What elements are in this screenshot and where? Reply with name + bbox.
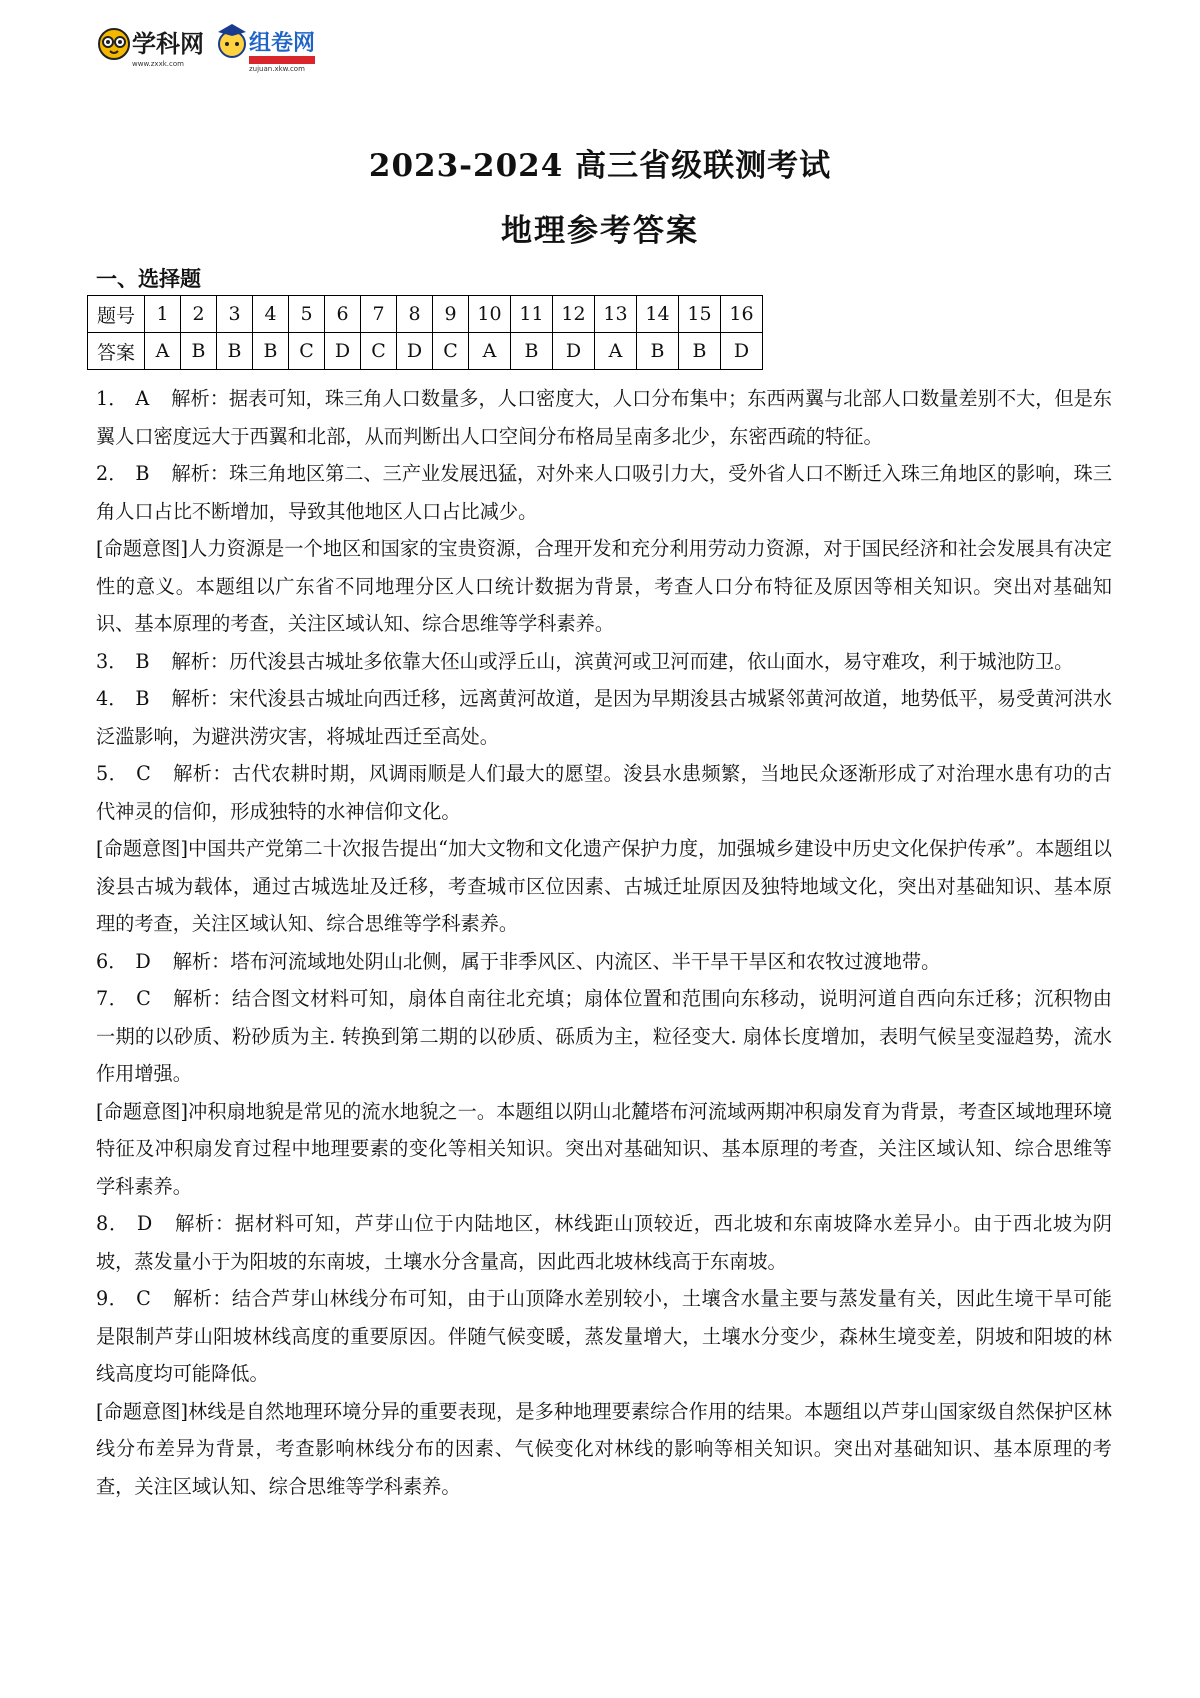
answer-row (88, 333, 763, 370)
explanations (96, 380, 1112, 1505)
zxxk-logo (96, 18, 348, 74)
explanation-paragraph (96, 455, 1112, 530)
question-number: 5． (96, 762, 129, 785)
answer-letter: C (136, 762, 151, 785)
explanation-paragraph (96, 680, 1112, 755)
table-cell: 16 (721, 296, 763, 333)
intent-paragraph (96, 1393, 1112, 1506)
answer-letter: C (136, 987, 151, 1010)
table-cell: A (145, 333, 181, 370)
table-cell: D (721, 333, 763, 370)
page-subtitle: 地理参考答案 (501, 213, 699, 249)
question-number: 2． (96, 462, 128, 485)
answer-letter: B (135, 462, 150, 485)
answer-letter: C (136, 1287, 151, 1310)
explanation-text: 解析：据材料可知，芦芽山位于内陆地区，林线距山顶较近，西北坡和东南坡降水差异小。由于西北坡为阴坡，蒸发量小于为阳坡的东南坡，土壤水分含量高，因此西北坡林线高于东南坡。 (96, 1212, 1112, 1273)
table-cell: 6 (325, 296, 361, 333)
row-label: 题号 (88, 296, 145, 333)
explanation-text: 解析：历代浚县古城址多依靠大伾山或浮丘山，滨黄河或卫河而建，依山面水，易守难攻，利于城池防卫。 (171, 649, 1074, 673)
table-cell: D (325, 333, 361, 370)
svg-text:学科网: 学科网 (132, 30, 204, 58)
table-cell: 14 (637, 296, 679, 333)
table-cell: 10 (469, 296, 511, 333)
explanation-paragraph (96, 980, 1112, 1093)
answer-letter: D (136, 1212, 153, 1235)
answer-letter: D (135, 949, 151, 973)
intent-text: [命题意图]冲积扇地貌是常见的流水地貌之一。本题组以阴山北麓塔布河流域两期冲积扇发育为背景，考查区域地理环境特征及冲积扇发育过程中地理要素的变化等相关知识。突出对基础知识、基本原理的考查，关注区域认知、综合思维等学科素养。 (96, 1099, 1112, 1198)
table-cell: C (289, 333, 325, 370)
table-cell: B (217, 333, 253, 370)
explanation-text: 解析：古代农耕时期，风调雨顺是人们最大的愿望。浚县水患频繁，当地民众逐渐形成了对治理水患有功的古代神灵的信仰，形成独特的水神信仰文化。 (96, 762, 1112, 823)
explanation-paragraph (96, 755, 1112, 830)
intent-paragraph (96, 530, 1112, 643)
table-cell: B (511, 333, 553, 370)
table-cell: 8 (397, 296, 433, 333)
explanation-paragraph (96, 1205, 1112, 1280)
question-number: 9． (96, 1287, 129, 1310)
svg-text:www.zxxk.com: www.zxxk.com (132, 60, 184, 68)
answer-letter: A (135, 387, 150, 410)
explanation-paragraph (96, 380, 1112, 455)
page-title: 2023-2024 高三省级联测考试 (368, 148, 832, 184)
table-cell: A (595, 333, 637, 370)
table-cell: B (181, 333, 217, 370)
table-cell: A (469, 333, 511, 370)
question-number: 7． (96, 987, 129, 1010)
table-cell: 11 (511, 296, 553, 333)
table-cell: B (253, 333, 289, 370)
section-heading: 一、选择题 (96, 266, 201, 291)
table-cell: C (361, 333, 397, 370)
table-cell: 9 (433, 296, 469, 333)
table-cell: 2 (181, 296, 217, 333)
explanation-paragraph (96, 943, 1112, 981)
svg-text:zujuan.xkw.com: zujuan.xkw.com (249, 65, 305, 73)
question-number: 4． (96, 687, 128, 710)
question-number: 1． (96, 387, 128, 410)
explanation-paragraph (96, 1280, 1112, 1393)
intent-paragraph (96, 830, 1112, 943)
table-cell: C (433, 333, 469, 370)
table-cell: D (553, 333, 595, 370)
explanation-text: 解析：塔布河流域地处阴山北侧，属于非季风区、内流区、半干旱干旱区和农牧过渡地带。 (172, 949, 941, 973)
explanation-text: 解析：珠三角地区第二、三产业发展迅猛，对外来人口吸引力大，受外省人口不断迁入珠三角地区的影响，珠三角人口占比不断增加，导致其他地区人口占比减少。 (96, 462, 1113, 523)
table-cell: B (637, 333, 679, 370)
question-number: 6． (96, 949, 128, 973)
svg-text:组卷网: 组卷网 (249, 31, 316, 56)
explanation-text: 解析：宋代浚县古城址向西迁移，远离黄河故道，是因为早期浚县古城紧邻黄河故道，地势低平，易受黄河洪水泛滥影响，为避洪涝灾害，将城址西迁至高处。 (96, 687, 1113, 748)
explanation-text: 解析：据表可知，珠三角人口数量多，人口密度大，人口分布集中；东西两翼与北部人口数量差别不大，但是东翼人口密度远大于西翼和北部，从而判断出人口空间分布格局呈南多北少，东密西疏的特征。 (96, 387, 1112, 448)
table-cell: 5 (289, 296, 325, 333)
question-number: 8． (96, 1212, 129, 1235)
table-cell: 13 (595, 296, 637, 333)
table-cell: 7 (361, 296, 397, 333)
row-label: 答案 (88, 333, 145, 370)
intent-text: [命题意图]中国共产党第二十次报告提出“加大文物和文化遗产保护力度，加强城乡建设中历史文化保护传承”。本题组以浚县古城为载体，通过古城选址及迁移，考查城市区位因素、古城迁址原因及独特地域文化，突出对基础知识、基本原理的考查，关注区域认知、综合思维等学科素养。 (96, 837, 1112, 935)
table-cell: 12 (553, 296, 595, 333)
question-number: 3． (96, 649, 128, 673)
table-cell: 3 (217, 296, 253, 333)
answer-table (87, 295, 763, 370)
explanation-text: 解析：结合芦芽山林线分布可知，由于山顶降水差别较小，土壤含水量主要与蒸发量有关，因此生境干旱可能是限制芦芽山阳坡林线高度的重要原因。伴随气候变暖，蒸发量增大，土壤水分变少，森林生境变差，阴坡和阳坡的林线高度均可能降低。 (96, 1287, 1112, 1385)
intent-text: [命题意图]林线是自然地理环境分异的重要表现，是多种地理要素综合作用的结果。本题组以芦芽山国家级自然保护区林线分布差异为背景，考查影响林线分布的因素、气候变化对林线的影响等相关知识。突出对基础知识、基本原理的考查，关注区域认知、综合思维等学科素养。 (96, 1399, 1112, 1498)
explanation-text: 解析：结合图文材料可知，扇体自南往北充填；扇体位置和范围向东移动，说明河道自西向东迁移；沉积物由一期的以砂质、粉砂质为主. 转换到第二期的以砂质、砾质为主，粒径变大. 扇体长度增加，表明气候呈变湿趋势，流水作用增强。 (96, 987, 1112, 1085)
table-cell: 4 (253, 296, 289, 333)
answer-letter: B (135, 649, 150, 673)
answer-letter: B (135, 687, 150, 710)
question-number-row (88, 296, 763, 333)
table-cell: 1 (145, 296, 181, 333)
intent-paragraph (96, 1093, 1112, 1206)
table-cell: D (397, 333, 433, 370)
table-cell: B (679, 333, 721, 370)
intent-text: [命题意图]人力资源是一个地区和国家的宝贵资源，合理开发和充分利用劳动力资源，对于国民经济和社会发展具有决定性的意义。本题组以广东省不同地理分区人口统计数据为背景，考查人口分布特征及原因等相关知识。突出对基础知识、基本原理的考查，关注区域认知、综合思维等学科素养。 (96, 537, 1112, 635)
table-cell: 15 (679, 296, 721, 333)
explanation-paragraph (96, 643, 1112, 681)
